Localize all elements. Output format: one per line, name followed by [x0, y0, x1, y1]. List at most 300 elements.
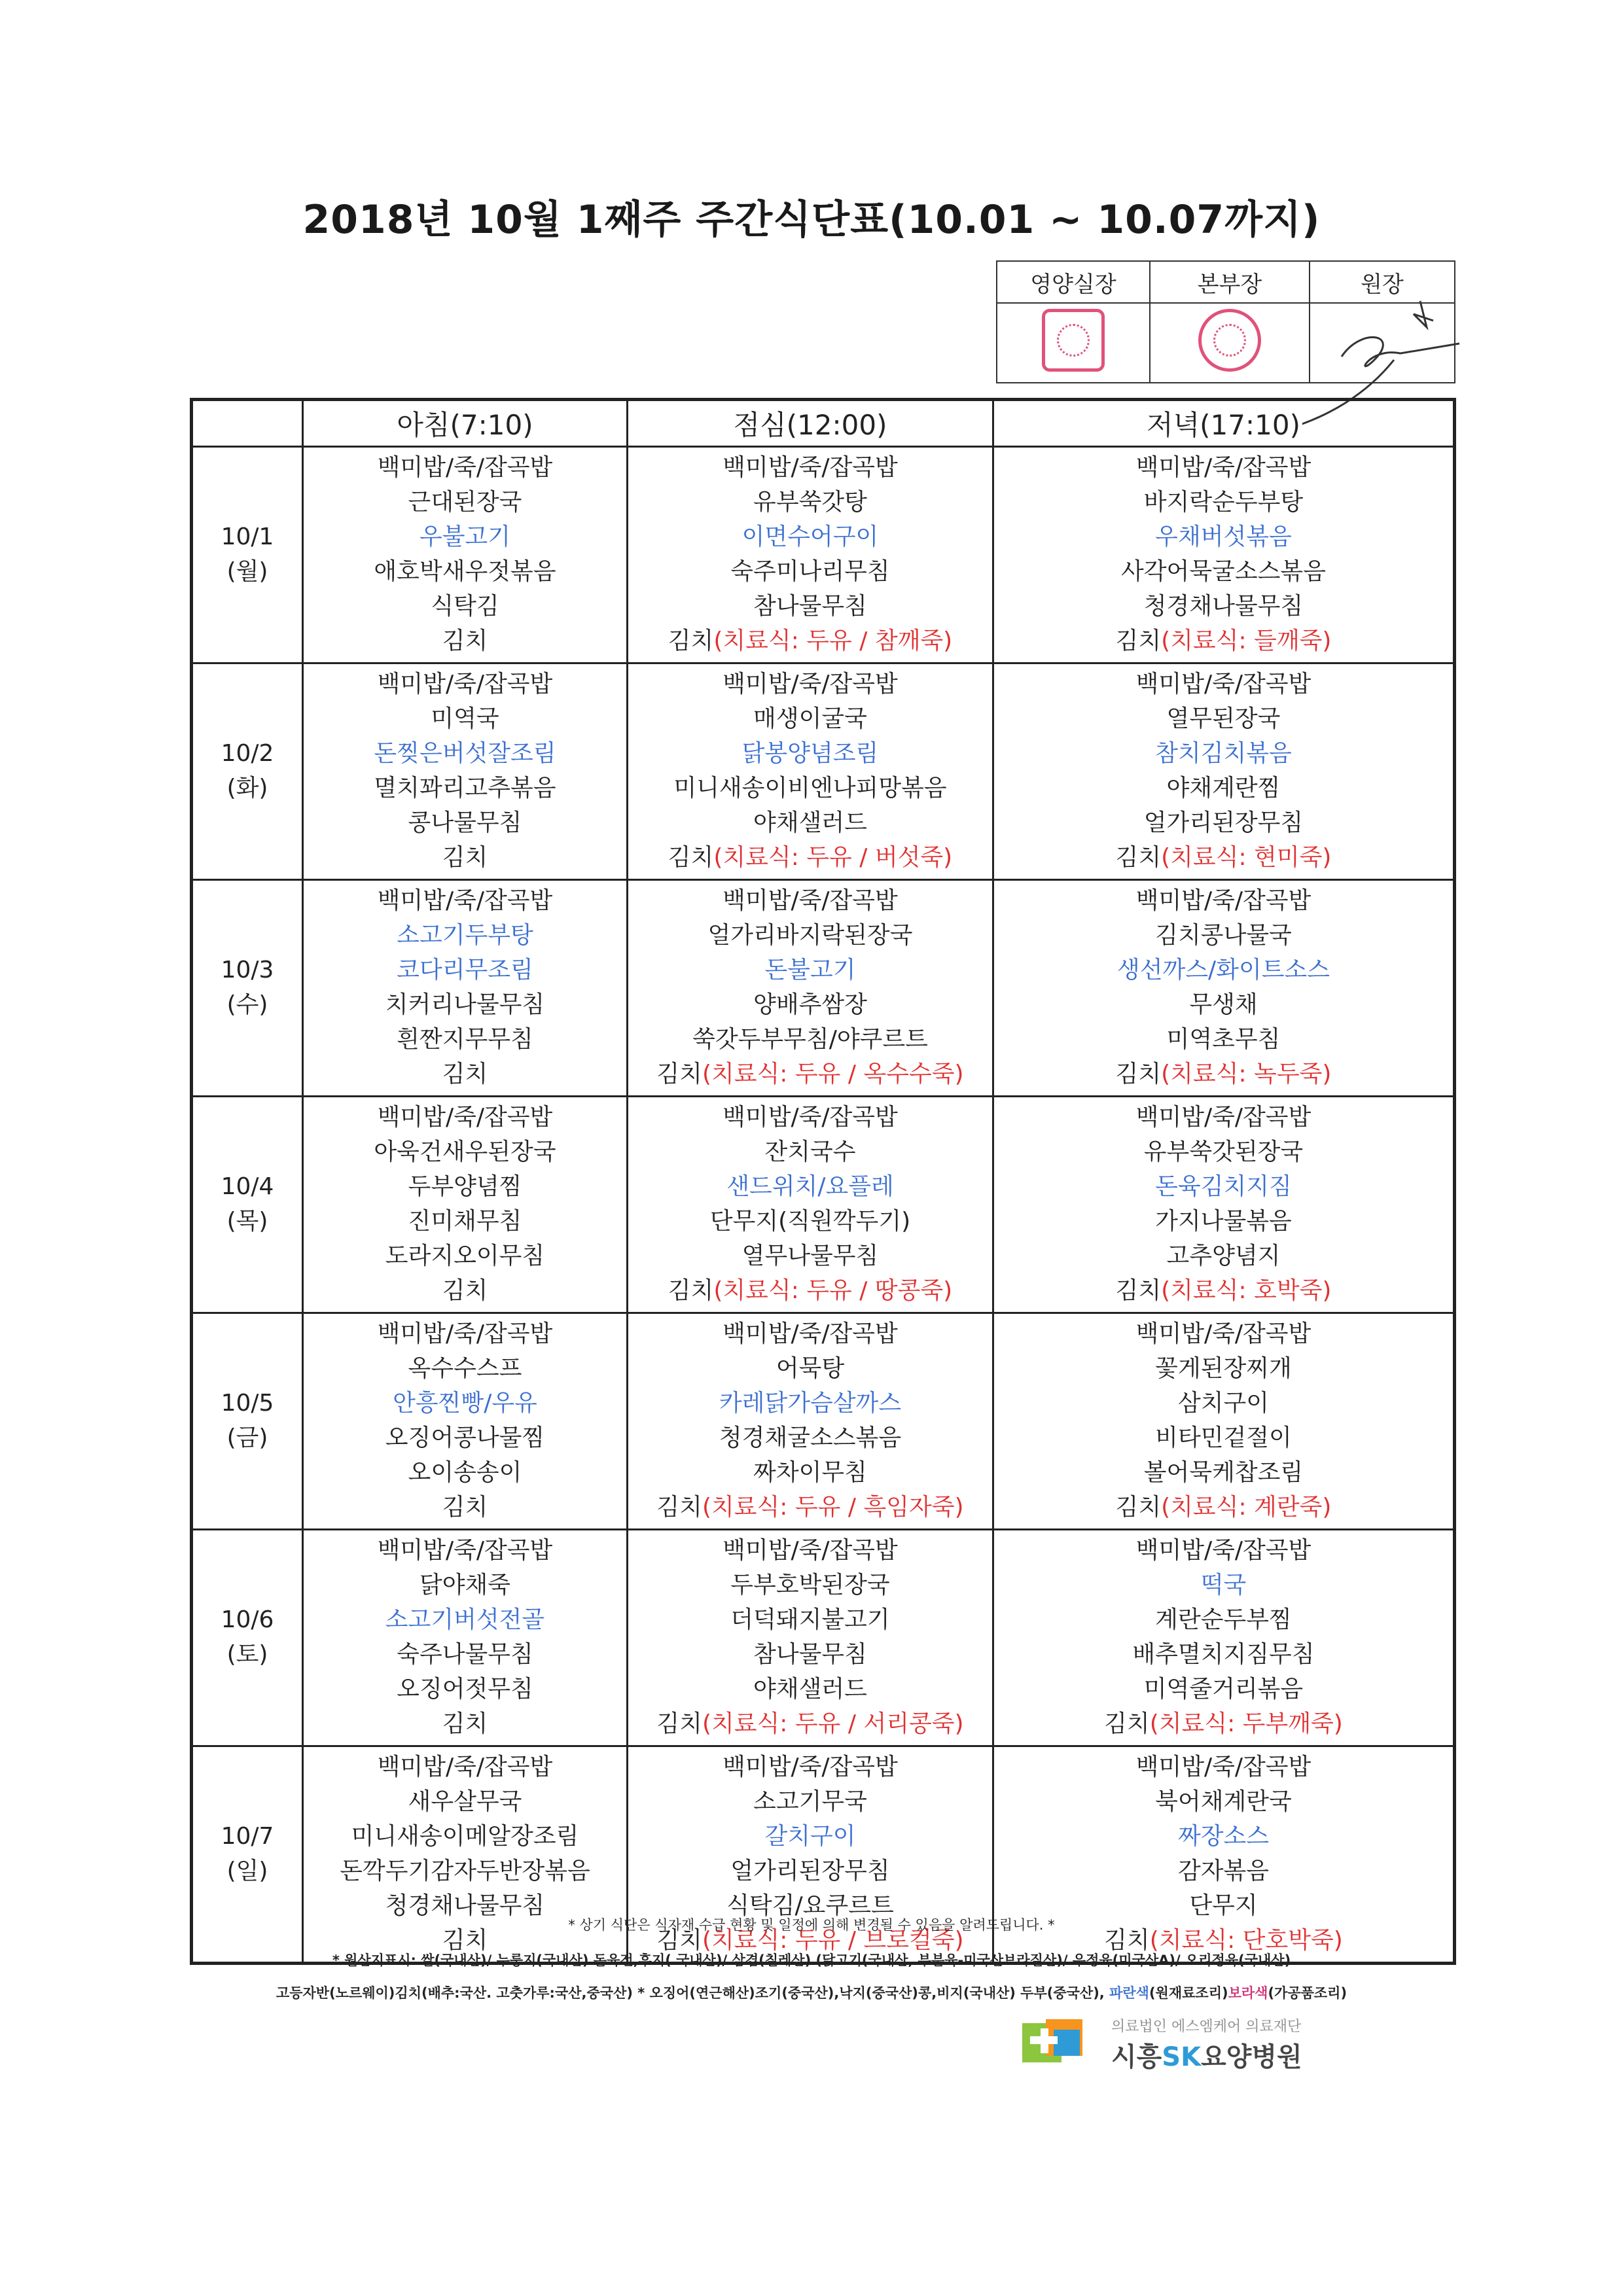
therapeutic-diet-note: (치료식: 녹두죽) [1161, 1061, 1332, 1087]
logo-subtitle: 의료법인 에스엠케어 의료재단 [1111, 2019, 1302, 2035]
menu-item [994, 1239, 1453, 1273]
menu-item-text: 야채샐러드 [753, 809, 867, 836]
menu-item [304, 1854, 626, 1888]
breakfast-cell [303, 663, 628, 880]
menu-item-text: 백미밥/죽/잡곡밥 [722, 1320, 898, 1347]
day-weekday: (금) [226, 1424, 268, 1451]
menu-item [994, 1273, 1453, 1308]
day-cell [192, 880, 303, 1097]
menu-item [628, 1421, 992, 1455]
hospital-logo [1021, 2014, 1387, 2073]
menu-item-text: 김치 [1104, 1927, 1150, 1954]
menu-item-text: 참나물무침 [753, 593, 867, 620]
blue-legend-note: (원재료조리) [1149, 1985, 1228, 2001]
menu-item-text: 백미밥/죽/잡곡밥 [377, 887, 553, 914]
dinner-cell [993, 663, 1455, 880]
menu-item-text: 김치 [668, 627, 714, 654]
menu-item [304, 953, 626, 987]
menu-item [628, 1351, 992, 1386]
menu-item-text: 볼어묵케찹조림 [1143, 1459, 1304, 1486]
menu-item [994, 1169, 1453, 1204]
menu-item [994, 1316, 1453, 1351]
menu-item-text: 닭야채죽 [419, 1572, 511, 1598]
menu-item [994, 667, 1453, 701]
menu-item [304, 485, 626, 520]
menu-item [304, 1239, 626, 1273]
menu-item [994, 1455, 1453, 1490]
menu-item-text: 김치 [656, 1061, 702, 1087]
approval-label-head: 원장 [1310, 261, 1455, 303]
menu-item-text: 돈찢은버섯잘조림 [374, 740, 556, 767]
menu-item-text: 김치 [656, 1927, 702, 1954]
menu-item-text: 매생이굴국 [753, 705, 867, 732]
menu-item [304, 1421, 626, 1455]
day-row [192, 447, 1455, 663]
menu-item [304, 701, 626, 736]
menu-item [304, 520, 626, 554]
therapeutic-diet-note: (치료식: 두유 / 브로컬죽) [702, 1927, 964, 1954]
menu-item [994, 1819, 1453, 1854]
menu-item-text: 유부쑥갓탕 [753, 489, 867, 516]
menu-item [304, 624, 626, 658]
header-dinner: 저녁(17:10) [993, 400, 1455, 447]
menu-item [628, 1273, 992, 1308]
menu-item [304, 1204, 626, 1239]
menu-item-text: 샌드위치/요플레 [726, 1173, 894, 1200]
menu-item-text: 오징어젓무침 [397, 1676, 533, 1703]
menu-item-text: 백미밥/죽/잡곡밥 [377, 1320, 553, 1347]
menu-item-text: 우채버섯볶음 [1155, 523, 1292, 550]
menu-item [994, 1204, 1453, 1239]
logo-name [1111, 2036, 1302, 2074]
menu-item-text: 참치김치볶음 [1155, 740, 1292, 767]
menu-item [994, 1490, 1453, 1525]
menu-item [304, 1273, 626, 1308]
menu-item [628, 1135, 992, 1169]
menu-item [304, 805, 626, 840]
menu-item [628, 1169, 992, 1204]
menu-item-text: 생선까스/화이트소스 [1116, 957, 1330, 983]
approval-stamp-cell-2 [1150, 303, 1310, 383]
menu-item [994, 771, 1453, 805]
menu-item-text: 가지나물볶음 [1155, 1208, 1292, 1235]
menu-item [994, 1100, 1453, 1135]
menu-item-text: 우불고기 [419, 523, 511, 550]
menu-item [628, 987, 992, 1022]
menu-item [994, 840, 1453, 875]
menu-item-text: 안흥찐빵/우유 [393, 1390, 537, 1417]
day-row [192, 663, 1455, 880]
header-corner [192, 400, 303, 447]
menu-item-text: 꽃게된장찌개 [1155, 1355, 1292, 1382]
menu-item [628, 918, 992, 953]
day-date: 10/4 [221, 1173, 274, 1200]
menu-item [304, 918, 626, 953]
menu-item-text: 치커리나물무침 [385, 991, 545, 1018]
menu-item [994, 1784, 1453, 1819]
dinner-cell [993, 1313, 1455, 1530]
menu-item [304, 1135, 626, 1169]
logo-name-sk: SK [1162, 2042, 1202, 2072]
menu-item-text: 계란순두부찜 [1155, 1606, 1292, 1633]
menu-item-text: 백미밥/죽/잡곡밥 [377, 671, 553, 698]
menu-item-text: 무생채 [1189, 991, 1258, 1018]
menu-item [304, 450, 626, 485]
menu-item [304, 1351, 626, 1386]
therapeutic-diet-note: (치료식: 호박죽) [1161, 1277, 1332, 1304]
menu-item [304, 1386, 626, 1421]
day-cell [192, 1313, 303, 1530]
menu-item-text: 떡국 [1200, 1572, 1247, 1598]
menu-item-text: 근대된장국 [408, 489, 522, 516]
menu-item-text: 옥수수스프 [408, 1355, 522, 1382]
menu-item [304, 1784, 626, 1819]
breakfast-cell [303, 1097, 628, 1313]
menu-item-text: 백미밥/죽/잡곡밥 [722, 1104, 898, 1131]
menu-item [628, 771, 992, 805]
menu-item-text: 소고기버섯전골 [385, 1606, 545, 1633]
menu-item-text: 백미밥/죽/잡곡밥 [377, 1537, 553, 1564]
menu-item-text: 진미채무침 [408, 1208, 522, 1235]
menu-item [628, 1490, 992, 1525]
menu-item-text: 김치콩나물국 [1155, 922, 1292, 949]
menu-item [628, 736, 992, 771]
menu-item-text: 김치 [1115, 844, 1162, 871]
menu-item-text: 닭봉양념조림 [741, 740, 879, 767]
menu-item [304, 1672, 626, 1706]
menu-item-text: 바지락순두부탕 [1143, 489, 1304, 516]
pink-legend: 보라색 [1228, 1985, 1268, 2001]
menu-item [994, 987, 1453, 1022]
breakfast-cell [303, 1530, 628, 1746]
menu-item-text: 백미밥/죽/잡곡밥 [1135, 671, 1311, 698]
menu-item-text: 김치 [442, 627, 488, 654]
menu-item-text: 김치 [442, 844, 488, 871]
menu-item [304, 1750, 626, 1784]
menu-item-text: 백미밥/죽/잡곡밥 [722, 1537, 898, 1564]
day-cell [192, 447, 303, 663]
day-date: 10/6 [221, 1606, 274, 1633]
menu-item [994, 1672, 1453, 1706]
menu-item [304, 840, 626, 875]
menu-item-text: 아욱건새우된장국 [374, 1139, 556, 1165]
menu-item [994, 1533, 1453, 1568]
menu-item [628, 1100, 992, 1135]
menu-item-text: 감자볶음 [1177, 1858, 1270, 1884]
menu-item-text: 김치 [1115, 1061, 1162, 1087]
menu-item [994, 1637, 1453, 1672]
menu-item-text: 백미밥/죽/잡곡밥 [377, 1754, 553, 1780]
dinner-cell [993, 1097, 1455, 1313]
menu-item-text: 김치 [442, 1927, 488, 1954]
lunch-cell [628, 447, 993, 663]
origin-line-1: * 원산지표시: 쌀(국내산)/ 누룽지(국내산) 돈육전,후지( 국내산)/ 삼겹(칠레산) (닭고기(국내산, 부분육-미국산브라질산)/ 우정육(미국산A)/ 오리정육(국내산) [332, 1952, 1291, 1968]
menu-item [994, 624, 1453, 658]
menu-item-text: 두부호박된장국 [730, 1572, 890, 1598]
menu-item-text: 백미밥/죽/잡곡밥 [1135, 1537, 1311, 1564]
seal-stamp [1198, 309, 1261, 372]
day-weekday: (화) [226, 775, 268, 802]
menu-item-text: 백미밥/죽/잡곡밥 [722, 671, 898, 698]
menu-item-text: 김치 [668, 1277, 714, 1304]
menu-item-text: 단무지(직원깍두기) [709, 1208, 911, 1235]
menu-item-text: 김치 [1115, 627, 1162, 654]
menu-item-text: 김치 [1104, 1710, 1150, 1737]
menu-item [628, 1022, 992, 1057]
menu-item-text: 쑥갓두부무침/야쿠르트 [692, 1026, 928, 1053]
dinner-cell [993, 1530, 1455, 1746]
day-cell [192, 663, 303, 880]
approval-label-director: 본부장 [1150, 261, 1310, 303]
menu-item-text: 어묵탕 [776, 1355, 845, 1382]
menu-item [994, 1022, 1453, 1057]
menu-item-text: 백미밥/죽/잡곡밥 [1135, 1320, 1311, 1347]
day-row [192, 1530, 1455, 1746]
menu-item [994, 450, 1453, 485]
menu-item-text: 양배추쌈장 [753, 991, 867, 1018]
menu-item-text: 더덕돼지불고기 [730, 1606, 890, 1633]
menu-item-text: 식탁김 [431, 593, 499, 620]
menu-item-text: 백미밥/죽/잡곡밥 [1135, 1104, 1311, 1131]
menu-item-text: 애호박새우젓볶음 [374, 558, 556, 585]
therapeutic-diet-note: (치료식: 단호박죽) [1149, 1927, 1343, 1954]
weekly-menu-table [190, 398, 1456, 1965]
therapeutic-diet-note: (치료식: 두유 / 옥수수죽) [702, 1061, 964, 1087]
day-weekday: (일) [226, 1858, 268, 1884]
therapeutic-diet-note: (치료식: 현미죽) [1161, 844, 1332, 871]
menu-item [628, 1854, 992, 1888]
menu-item [304, 1637, 626, 1672]
therapeutic-diet-note: (치료식: 두유 / 서리콩죽) [702, 1710, 964, 1737]
change-notice: * 상기 식단은 식자재 수급 현황 및 일정에 의해 변경될 수 있음을 알려드립니다. * [568, 1917, 1055, 1933]
menu-item [628, 554, 992, 589]
menu-item-text: 단무지 [1189, 1892, 1258, 1919]
menu-item [304, 1022, 626, 1057]
menu-item [628, 1316, 992, 1351]
menu-item-text: 야채샐러드 [753, 1676, 867, 1703]
menu-item [994, 1568, 1453, 1602]
menu-item-text: 돈불고기 [764, 957, 856, 983]
menu-item [304, 589, 626, 624]
menu-item [628, 701, 992, 736]
therapeutic-diet-note: (치료식: 계란죽) [1161, 1494, 1332, 1521]
menu-item [628, 1637, 992, 1672]
hospital-logo-icon [1021, 2017, 1092, 2068]
menu-item [628, 1239, 992, 1273]
menu-item [304, 1568, 626, 1602]
menu-item-text: 비타민겉절이 [1155, 1424, 1292, 1451]
menu-item-text: 사각어묵굴소스볶음 [1121, 558, 1326, 585]
menu-item-text: 미니새송이비엔나피망볶음 [673, 775, 947, 802]
menu-item [994, 1602, 1453, 1637]
therapeutic-diet-note: (치료식: 들깨죽) [1161, 627, 1332, 654]
dinner-cell [993, 880, 1455, 1097]
lunch-cell [628, 1530, 993, 1746]
menu-item-text: 백미밥/죽/잡곡밥 [1135, 1754, 1311, 1780]
breakfast-cell [303, 880, 628, 1097]
menu-item [304, 736, 626, 771]
menu-item [304, 1316, 626, 1351]
lunch-cell [628, 1097, 993, 1313]
menu-item-text: 돈육김치지짐 [1155, 1173, 1292, 1200]
menu-item [628, 589, 992, 624]
menu-item [628, 1455, 992, 1490]
lunch-cell [628, 663, 993, 880]
menu-item [628, 624, 992, 658]
menu-item-text: 김치 [656, 1710, 702, 1737]
dinner-cell [993, 447, 1455, 663]
pink-legend-note: (가공품조리) [1268, 1985, 1347, 2001]
menu-item-text: 백미밥/죽/잡곡밥 [722, 1754, 898, 1780]
menu-item [304, 1706, 626, 1741]
logo-name-pre: 시흥 [1111, 2042, 1162, 2072]
menu-item [304, 667, 626, 701]
menu-item [304, 1455, 626, 1490]
menu-item [628, 1672, 992, 1706]
menu-item-text: 숙주미나리무침 [730, 558, 890, 585]
day-date: 10/1 [221, 523, 274, 550]
menu-item-text: 청경채굴소스볶음 [719, 1424, 902, 1451]
menu-item-text: 소고기무국 [753, 1788, 867, 1815]
day-date: 10/7 [221, 1823, 274, 1850]
menu-item [994, 1351, 1453, 1386]
header-breakfast: 아침(7:10) [303, 400, 628, 447]
menu-item [628, 520, 992, 554]
menu-item-text: 짜장소스 [1177, 1823, 1270, 1850]
logo-name-post: 요양병원 [1201, 2042, 1302, 2072]
menu-item-text: 도라지오이무침 [385, 1243, 545, 1269]
menu-item-text: 김치 [442, 1494, 488, 1521]
menu-item-text: 청경채나물무침 [1143, 593, 1304, 620]
menu-item-text: 흰짠지무무침 [397, 1026, 533, 1053]
menu-item [304, 1602, 626, 1637]
origin-line-2-text: 고등자반(노르웨이)김치(배추:국산. 고춧가루:국산,중국산) * 오징어(연근해산)조기(중국산),낙지(중국산)콩,비지(국내산) 두부(중국산), [276, 1985, 1110, 2001]
origin-line-2 [0, 1983, 1623, 2002]
therapeutic-diet-note: (치료식: 두유 / 흑임자죽) [702, 1494, 964, 1521]
menu-item [994, 1421, 1453, 1455]
menu-item-text: 이면수어구이 [741, 523, 879, 550]
blue-legend: 파란색 [1109, 1985, 1149, 2001]
menu-item [994, 883, 1453, 918]
therapeutic-diet-note: (치료식: 두유 / 땅콩죽) [713, 1277, 953, 1304]
menu-item-text: 유부쑥갓된장국 [1143, 1139, 1304, 1165]
menu-item [994, 736, 1453, 771]
approval-stamp-cell-1 [997, 303, 1150, 383]
menu-item-text: 미니새송이메알장조림 [351, 1823, 579, 1850]
menu-item [628, 485, 992, 520]
day-date: 10/2 [221, 740, 274, 767]
day-row [192, 880, 1455, 1097]
menu-item-text: 참나물무침 [753, 1641, 867, 1668]
menu-item [994, 485, 1453, 520]
day-weekday: (목) [226, 1208, 268, 1235]
menu-item [304, 1490, 626, 1525]
menu-item [994, 953, 1453, 987]
menu-item-text: 멸치꽈리고추볶음 [374, 775, 556, 802]
menu-item-text: 고추양념지 [1166, 1243, 1281, 1269]
menu-item [304, 1533, 626, 1568]
lunch-cell [628, 1313, 993, 1530]
menu-item-text: 백미밥/죽/잡곡밥 [1135, 887, 1311, 914]
day-row [192, 1097, 1455, 1313]
menu-item-text: 김치 [668, 844, 714, 871]
menu-item-text: 청경채나물무침 [385, 1892, 545, 1919]
menu-item [994, 1706, 1453, 1741]
menu-item-text: 소고기두부탕 [397, 922, 533, 949]
day-weekday: (월) [226, 558, 268, 585]
menu-item [304, 883, 626, 918]
menu-item-text: 오이송송이 [408, 1459, 522, 1486]
menu-item [628, 1706, 992, 1741]
menu-item-text: 콩나물무침 [408, 809, 522, 836]
menu-item [994, 554, 1453, 589]
menu-item-text: 짜차이무침 [753, 1459, 867, 1486]
menu-item-text: 미역줄거리볶음 [1143, 1676, 1304, 1703]
menu-item [628, 1750, 992, 1784]
menu-body [192, 447, 1455, 1964]
menu-item [994, 1386, 1453, 1421]
menu-item-text: 얼가리된장무침 [1143, 809, 1304, 836]
menu-item-text: 삼치구이 [1177, 1390, 1270, 1417]
menu-item [628, 953, 992, 987]
menu-item [304, 1169, 626, 1204]
menu-item-text: 백미밥/죽/잡곡밥 [377, 1104, 553, 1131]
breakfast-cell [303, 1313, 628, 1530]
menu-item-text: 백미밥/죽/잡곡밥 [722, 887, 898, 914]
seal-stamp [1042, 309, 1105, 372]
menu-item-text: 김치 [656, 1494, 702, 1521]
menu-item [628, 840, 992, 875]
day-date: 10/5 [221, 1390, 274, 1417]
menu-item-text: 오징어콩나물찜 [385, 1424, 545, 1451]
menu-item-text: 김치 [442, 1710, 488, 1737]
therapeutic-diet-note: (치료식: 두유 / 참깨죽) [713, 627, 953, 654]
menu-item [994, 520, 1453, 554]
menu-item [994, 805, 1453, 840]
menu-item [628, 1386, 992, 1421]
menu-item [994, 1854, 1453, 1888]
menu-item-text: 열무된장국 [1166, 705, 1281, 732]
menu-item-text: 갈치구이 [764, 1823, 856, 1850]
menu-item-text: 김치 [442, 1061, 488, 1087]
therapeutic-diet-note: (치료식: 두부깨죽) [1149, 1710, 1343, 1737]
menu-item [304, 1100, 626, 1135]
menu-item [628, 1602, 992, 1637]
menu-item [628, 1204, 992, 1239]
menu-item [628, 1533, 992, 1568]
menu-item [628, 883, 992, 918]
day-cell [192, 1530, 303, 1746]
day-weekday: (수) [226, 991, 268, 1018]
menu-item-text: 미역국 [431, 705, 499, 732]
day-weekday: (토) [226, 1641, 268, 1668]
menu-item [994, 918, 1453, 953]
menu-item [304, 1819, 626, 1854]
menu-item-text: 식탁김/요쿠르트 [726, 1892, 894, 1919]
menu-item-text: 북어채계란국 [1155, 1788, 1292, 1815]
menu-item-text: 백미밥/죽/잡곡밥 [1135, 454, 1311, 481]
menu-item [628, 805, 992, 840]
menu-item [304, 987, 626, 1022]
menu-item [994, 701, 1453, 736]
menu-item [628, 1057, 992, 1091]
menu-item-text: 얼가리바지락된장국 [707, 922, 913, 949]
day-date: 10/3 [221, 957, 274, 983]
menu-item [994, 589, 1453, 624]
header-lunch: 점심(12:00) [628, 400, 993, 447]
approval-label-nutrition: 영양실장 [997, 261, 1150, 303]
menu-item [628, 1784, 992, 1819]
